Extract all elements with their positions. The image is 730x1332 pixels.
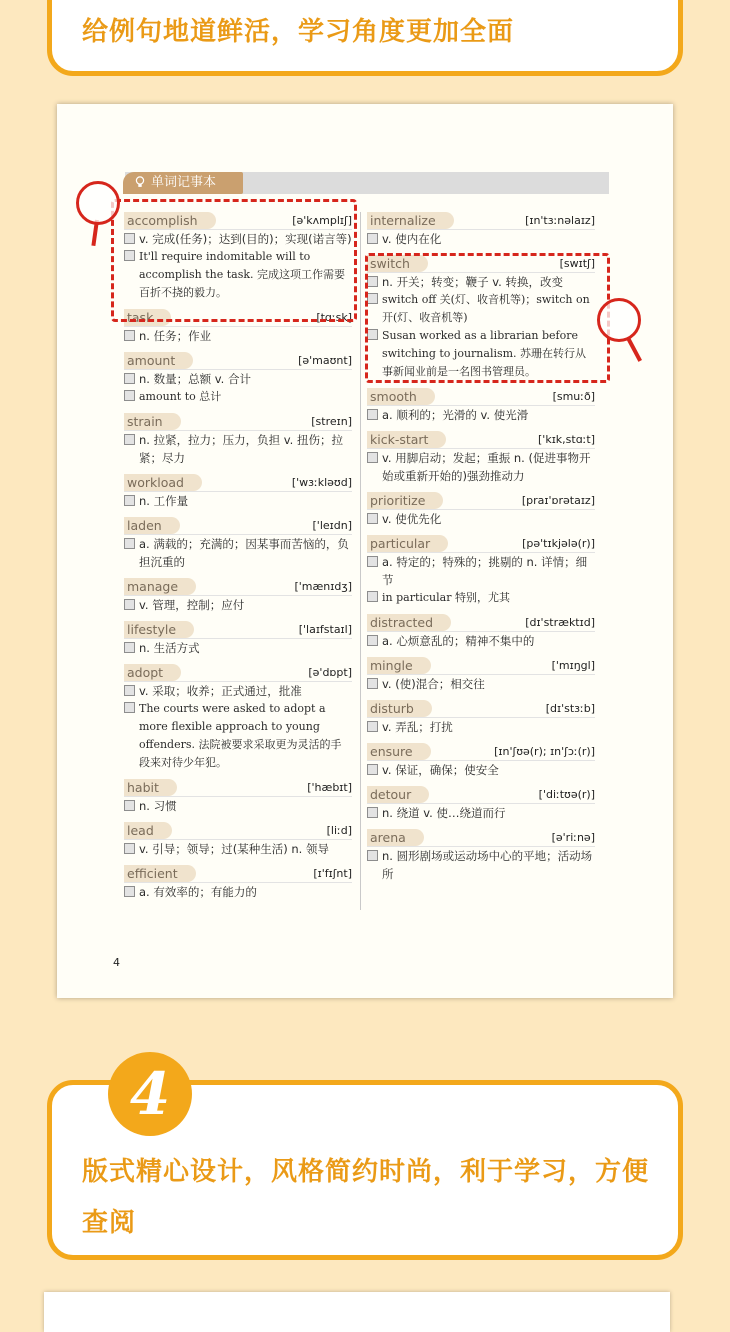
phrase-icon [124, 390, 135, 401]
phonetic: [smuːð] [552, 390, 595, 403]
line-text: It'll require indomitable will to accomplish the task. 完成这项工作需要百折不挠的毅力。 [139, 250, 346, 299]
definition-icon [124, 434, 135, 445]
phonetic: ['kɪk,stɑːt] [538, 433, 595, 446]
definition-icon [124, 685, 135, 696]
line-text: a. 心烦意乱的；精神不集中的 [382, 634, 535, 648]
definition-line [124, 370, 352, 388]
feature-text-3: 给例句地道鲜活，学习角度更加全面 [82, 17, 515, 47]
definition-icon [124, 599, 135, 610]
highlight-box-accomplish [111, 199, 357, 322]
definition-icon [124, 642, 135, 653]
headword-row [367, 655, 595, 675]
headword-row [124, 863, 352, 883]
feature-number-badge: 4 [108, 1052, 192, 1136]
dictionary-entry [367, 429, 595, 485]
phonetic: [ə'dɒpt] [308, 666, 352, 679]
headword-row [367, 741, 595, 761]
line-text: a. 顺利的；光滑的 v. 使光滑 [382, 408, 529, 422]
headword-row [367, 827, 595, 847]
definition-icon [367, 807, 378, 818]
dictionary-entry [124, 515, 352, 571]
phonetic: ['mænɪdʒ] [294, 580, 352, 593]
dictionary-entry [124, 662, 352, 772]
definition-line [124, 840, 352, 858]
phonetic: [ə'riːnə] [551, 831, 595, 844]
definition-icon [124, 495, 135, 506]
definition-icon [367, 635, 378, 646]
line-text: The courts were asked to adopt a more flexible approach to young offenders. 法院被要求采取更为灵活的手段来对待少年犯。 [139, 702, 342, 769]
line-text: switch off 关(灯、收音机等)；switch on 开(灯、收音机等) [382, 293, 590, 324]
line-text: in particular 特别，尤其 [382, 591, 510, 604]
headword-row [367, 490, 595, 510]
phonetic: [praɪ'ɒrətaɪz] [521, 494, 595, 507]
phonetic: [tɑːsk] [316, 311, 352, 324]
phonetic: ['mɪŋgl] [551, 659, 595, 672]
phonetic: [dɪ'stræktɪd] [525, 616, 595, 629]
headword: laden [124, 517, 180, 534]
definition-icon [367, 233, 378, 244]
magnifier-icon [597, 298, 641, 342]
line-text: n. 数量；总额 v. 合计 [139, 372, 251, 386]
next-page-sample [44, 1292, 670, 1332]
headword: particular [367, 535, 448, 552]
definition-line [367, 553, 595, 589]
dictionary-entry [124, 411, 352, 467]
definition-icon [367, 850, 378, 861]
line-text: v. 管理，控制；应付 [139, 598, 245, 612]
feature-text-4: 版式精心设计，风格简约时尚，利于学习，方便查阅 [82, 1157, 650, 1238]
example-sentence [124, 700, 352, 772]
dictionary-entry [367, 533, 595, 607]
column-divider [360, 212, 361, 910]
dictionary-entry [367, 490, 595, 528]
definition-line [124, 327, 352, 345]
phonetic: [ɪn'ʃʊə(r); ɪn'ʃɔː(r)] [494, 745, 595, 758]
line-text: n. 习惯 [139, 799, 177, 813]
headword-row [124, 662, 352, 682]
line-text: n. 拉紧，拉力；压力，负担 v. 扭伤；拉紧；尽力 [139, 433, 343, 465]
definition-icon [124, 373, 135, 384]
dictionary-entry [367, 386, 595, 424]
headword: habit [124, 779, 177, 796]
definition-line [367, 230, 595, 248]
line-text: v. 采取；收养；正式通过，批准 [139, 684, 302, 698]
section-tab-label: 单词记事本 [151, 175, 217, 190]
headword-row [367, 698, 595, 718]
headword-row [367, 210, 595, 230]
line-text: v. 弄乱；打扰 [382, 720, 453, 734]
phonetic: [pə'tɪkjələ(r)] [522, 537, 595, 550]
phonetic: [liːd] [326, 824, 352, 837]
headword: lead [124, 822, 172, 839]
headword-row [367, 784, 595, 804]
headword: kick-start [367, 431, 446, 448]
dictionary-entry [367, 612, 595, 650]
phonetic: ['laɪfstaɪl] [298, 623, 352, 636]
headword: internalize [367, 212, 454, 229]
headword: smooth [367, 388, 435, 405]
line-text: a. 满载的；充满的；因某事而苦恼的，负担沉重的 [139, 537, 349, 569]
section-tab [123, 172, 243, 194]
phonetic: [ɪ'fɪʃnt] [313, 867, 352, 880]
line-text: n. 圆形剧场或运动场中心的平地；活动场所 [382, 849, 593, 881]
dictionary-entry [367, 698, 595, 736]
dictionary-entry [124, 863, 352, 901]
line-text: v. 用脚启动；发起；重振 n. (促进事物开始或重新开始的)强劲推动力 [382, 451, 591, 483]
dictionary-entry [124, 350, 352, 406]
feature-card-3 [47, 0, 683, 76]
headword-row [124, 472, 352, 492]
headword: prioritize [367, 492, 443, 509]
highlight-box-switch [365, 253, 610, 383]
headword: workload [124, 474, 202, 491]
line-text: n. 生活方式 [139, 641, 200, 655]
definition-icon [367, 721, 378, 732]
dictionary-entry [367, 784, 595, 822]
phonetic: ['diːtʊə(r)] [538, 788, 595, 801]
phrase-icon [367, 591, 378, 602]
line-text: v. 完成(任务)；达到(目的)；实现(诺言等) [139, 232, 352, 246]
headword: switch [367, 255, 428, 272]
lightbulb-icon [135, 176, 145, 188]
headword-row [124, 619, 352, 639]
definition-icon [367, 678, 378, 689]
definition-icon [124, 843, 135, 854]
definition-line [367, 632, 595, 650]
headword: task [124, 309, 171, 326]
definition-line [124, 797, 352, 815]
phonetic: [swɪtʃ] [559, 257, 595, 270]
definition-line [367, 804, 595, 822]
line-text: Susan worked as a librarian before switching to journalism. 苏珊在转行从事新闻业前是一名图书管理员。 [382, 329, 587, 378]
headword: accomplish [124, 212, 216, 229]
definition-line [124, 535, 352, 571]
definition-line [124, 639, 352, 657]
line-text: n. 任务；作业 [139, 329, 212, 343]
headword: disturb [367, 700, 432, 717]
headword: detour [367, 786, 429, 803]
headword-row [124, 515, 352, 535]
line-text: v. 使优先化 [382, 512, 442, 526]
dictionary-entry [124, 777, 352, 815]
definition-line [367, 510, 595, 528]
line-text: v. 使内在化 [382, 232, 442, 246]
headword-row [367, 533, 595, 553]
dictionary-entry [367, 210, 595, 248]
definition-icon [367, 764, 378, 775]
definition-line [367, 847, 595, 883]
headword-row [367, 612, 595, 632]
dictionary-entry [124, 472, 352, 510]
headword: mingle [367, 657, 431, 674]
phonetic: [streɪn] [311, 415, 352, 428]
definition-line [124, 682, 352, 700]
headword: manage [124, 578, 196, 595]
definition-line [124, 431, 352, 467]
line-text: n. 开关；转变；鞭子 v. 转换，改变 [382, 275, 563, 289]
headword-row [124, 350, 352, 370]
phrase-line [124, 388, 352, 406]
line-text: v. (使)混合；相交往 [382, 677, 485, 691]
headword: lifestyle [124, 621, 194, 638]
definition-line [124, 596, 352, 614]
dictionary-entry [124, 820, 352, 858]
phonetic: ['hæbɪt] [307, 781, 352, 794]
line-text: a. 有效率的；有能力的 [139, 885, 257, 899]
dictionary-entry [124, 619, 352, 657]
dictionary-entry [124, 576, 352, 614]
headword: ensure [367, 743, 431, 760]
dictionary-entry [367, 741, 595, 779]
dictionary-entry [367, 655, 595, 693]
definition-icon [124, 538, 135, 549]
phonetic: ['leɪdn] [312, 519, 352, 532]
page-number: 4 [113, 956, 120, 969]
line-text: amount to 总计 [139, 390, 222, 403]
definition-icon [367, 513, 378, 524]
definition-line [367, 718, 595, 736]
headword-row [124, 820, 352, 840]
line-text: n. 绕道 v. 使…绕道而行 [382, 806, 506, 820]
definition-line [124, 492, 352, 510]
phonetic: [ə'kʌmplɪʃ] [292, 214, 352, 227]
line-text: a. 特定的；特殊的；挑剔的 n. 详情；细节 [382, 555, 588, 587]
definition-line [367, 675, 595, 693]
definition-icon [124, 886, 135, 897]
definition-line [124, 883, 352, 901]
headword: arena [367, 829, 424, 846]
headword-row [367, 386, 595, 406]
line-text: v. 保证，确保；使安全 [382, 763, 499, 777]
definition-icon [367, 452, 378, 463]
line-text: v. 引导；领导；过(某种生活) n. 领导 [139, 842, 329, 856]
dictionary-entry [367, 827, 595, 883]
headword: efficient [124, 865, 196, 882]
example-icon [124, 702, 135, 713]
definition-line [367, 406, 595, 424]
phonetic: [ɪn'tɜːnəlaɪz] [525, 214, 595, 227]
definition-line [367, 449, 595, 485]
definition-icon [124, 330, 135, 341]
definition-icon [367, 556, 378, 567]
phonetic: [ə'maʊnt] [298, 354, 352, 367]
phrase-line [367, 589, 595, 607]
definition-icon [124, 800, 135, 811]
headword: distracted [367, 614, 451, 631]
definition-icon [367, 409, 378, 420]
definition-line [367, 761, 595, 779]
headword-row [124, 576, 352, 596]
headword: amount [124, 352, 193, 369]
phonetic: [dɪ'stɜːb] [545, 702, 595, 715]
phonetic: ['wɜːkləʊd] [291, 476, 352, 489]
headword: adopt [124, 664, 181, 681]
magnifier-icon [76, 181, 120, 225]
headword-row [124, 777, 352, 797]
line-text: n. 工作量 [139, 494, 189, 508]
headword-row [367, 429, 595, 449]
headword: strain [124, 413, 181, 430]
headword-row [124, 411, 352, 431]
